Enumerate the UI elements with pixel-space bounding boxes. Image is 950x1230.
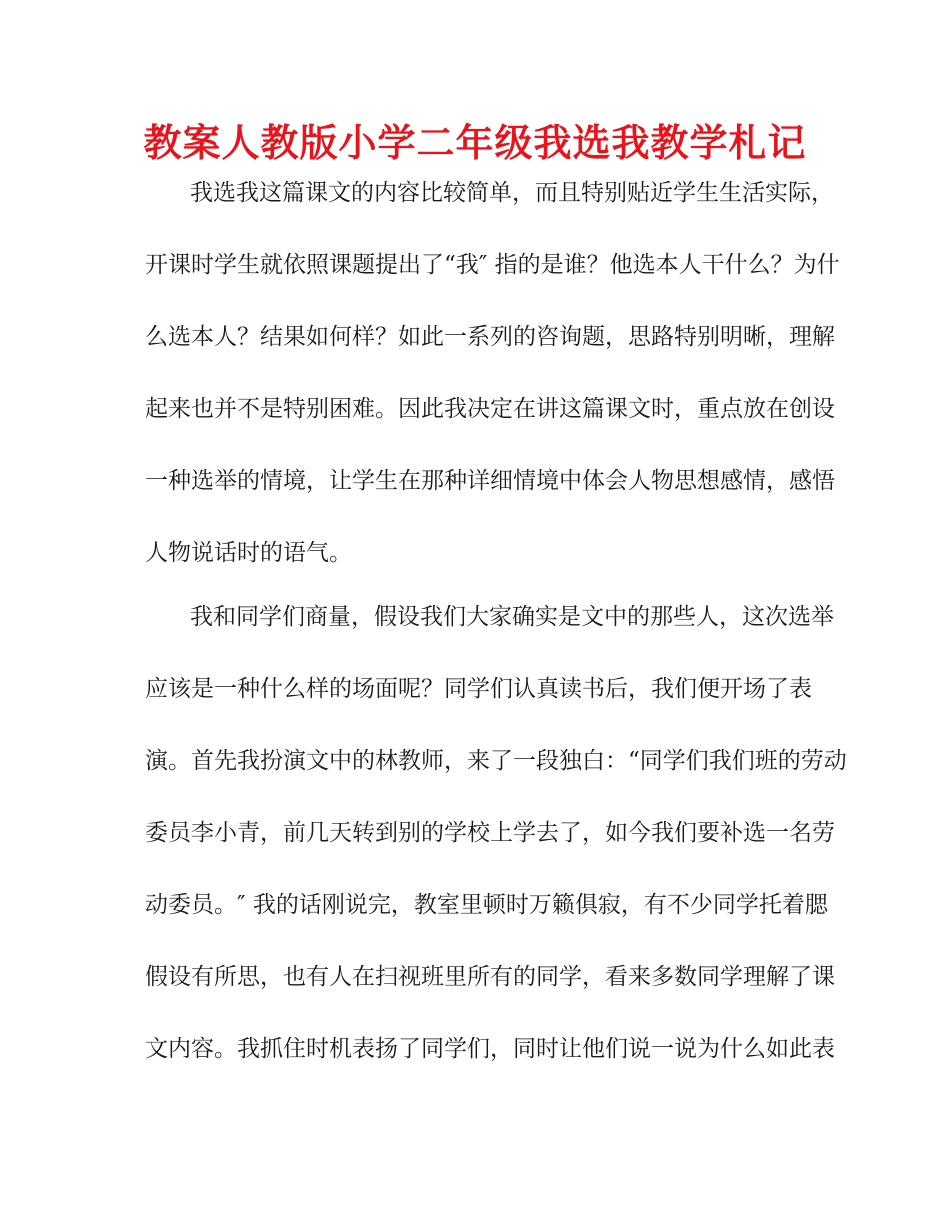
paragraph-line: 文内容。我抓住时机表扬了同学们，同时让他们说一说为什么如此表 [145, 1036, 835, 1062]
paragraph-line: 么选本人？结果如何样？如此一系列的咨询题，思路特别明晰，理解 [145, 324, 835, 350]
paragraph-line: 假设有所思，也有人在扫视班里所有的同学，看来多数同学理解了课 [145, 964, 835, 990]
paragraph-line: 开课时学生就依照课题提出了“我″ 指的是谁？他选本人干什么？为什 [145, 252, 840, 278]
paragraph-line: 委员李小青，前几天转到别的学校上学去了，如今我们要补选一名劳 [145, 820, 835, 846]
paragraph-line: 应该是一种什么样的场面呢？同学们认真读书后，我们便开场了表 [145, 676, 812, 702]
paragraph-line: 一种选举的情境，让学生在那种详细情境中体会人物思想感情，感悟 [145, 468, 835, 494]
paragraph-line: 我选我这篇课文的内容比较简单，而且特别贴近学生生活实际， [190, 180, 834, 206]
paragraph-line: 起来也并不是特别困难。因此我决定在讲这篇课文时，重点放在创设 [145, 396, 835, 422]
paragraph-line: 人物说话时的语气。 [145, 540, 352, 566]
document-title: 教案人教版小学二年级我选我教学札记 [143, 121, 807, 165]
paragraph-line: 演。首先我扮演文中的林教师，来了一段独白：“同学们我们班的劳动 [145, 748, 847, 774]
paragraph-line: 我和同学们商量，假设我们大家确实是文中的那些人，这次选举 [190, 604, 834, 630]
paragraph-line: 动委员。″ 我的话刚说完，教室里顿时万籁俱寂，有不少同学托着腮 [145, 892, 828, 918]
